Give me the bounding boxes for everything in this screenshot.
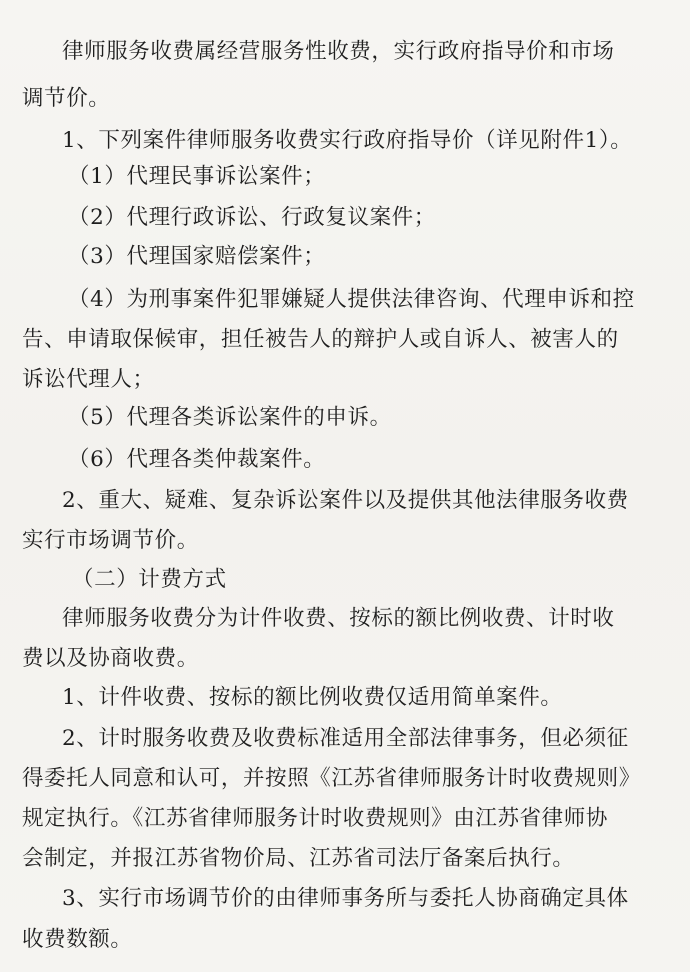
text-line: 收费数额。 — [22, 927, 133, 952]
text-line: 律师服务收费分为计件收费、按标的额比例收费、计时收 — [62, 606, 615, 631]
text-line: （2）代理行政诉讼、行政复议案件； — [68, 205, 436, 230]
text-line: 费以及协商收费。 — [22, 646, 199, 671]
text-line: 律师服务收费属经营服务性收费，实行政府指导价和市场 — [62, 39, 615, 64]
text-line: 2、重大、疑难、复杂诉讼案件以及提供其他法律服务收费 — [62, 488, 629, 513]
text-line: （6）代理各类仲裁案件。 — [68, 447, 326, 472]
section-heading: （二）计费方式 — [72, 567, 227, 592]
text-line: 2、计时服务收费及收费标准适用全部法律事务，但必须征 — [62, 726, 629, 751]
text-line: 调节价。 — [22, 86, 111, 111]
text-line: 3、实行市场调节价的由律师事务所与委托人协商确定具体 — [62, 886, 629, 911]
text-line: 会制定，并报江苏省物价局、江苏省司法厅备案后执行。 — [22, 846, 575, 871]
text-line: 告、申请取保候审，担任被告人的辩护人或自诉人、被害人的 — [22, 327, 619, 352]
text-line: 1、下列案件律师服务收费实行政府指导价（详见附件1）。 — [62, 128, 633, 153]
text-line: （3）代理国家赔偿案件； — [68, 244, 326, 269]
text-line: （1）代理民事诉讼案件； — [68, 164, 326, 189]
text-line: （5）代理各类诉讼案件的申诉。 — [68, 405, 392, 430]
text-line: 得委托人同意和认可，并按照《江苏省律师服务计时收费规则》 — [22, 766, 641, 791]
text-line: 实行市场调节价。 — [22, 528, 199, 553]
text-line: 诉讼代理人； — [22, 367, 155, 392]
text-line: 规定执行。《江苏省律师服务计时收费规则》由江苏省律师协 — [22, 806, 608, 831]
text-line: （4）为刑事案件犯罪嫌疑人提供法律咨询、代理申诉和控 — [68, 287, 635, 312]
text-line: 1、计件收费、按标的额比例收费仅适用简单案件。 — [62, 685, 563, 710]
